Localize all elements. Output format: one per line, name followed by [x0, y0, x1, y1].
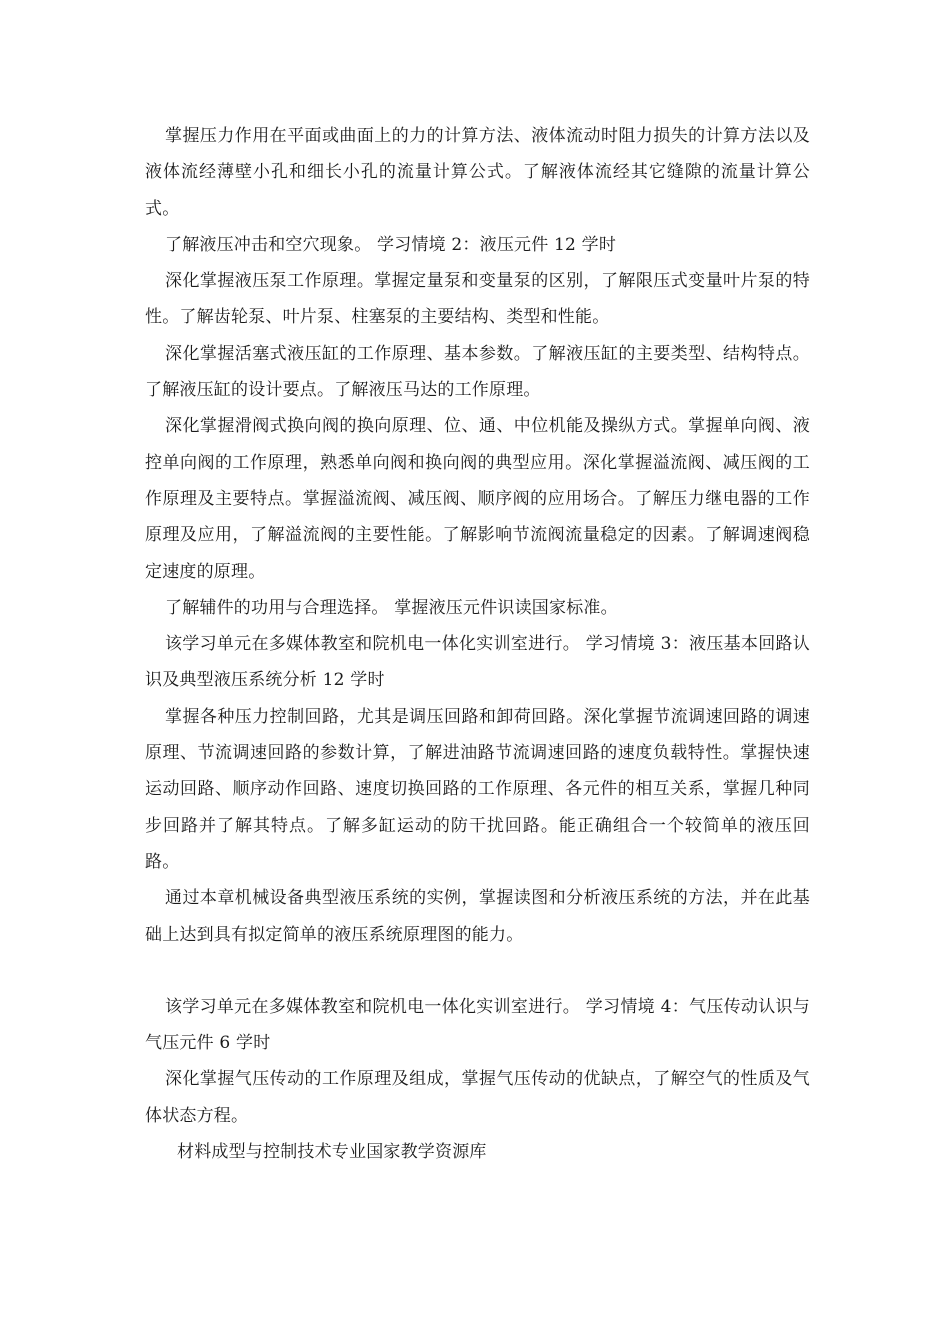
document-footer: 材料成型与控制技术专业国家教学资源库	[177, 1142, 487, 1163]
paragraph-control-circuits: 掌握各种压力控制回路，尤其是调压回路和卸荷回路。深化掌握节流调速回路的调速原理、节流调速回路的参数计算，了解进油路节流调速回路的速度负载特性。掌握快速运动回路、顺序动作回路、速度切换回路的工作原理、各元件的相互关系，掌握几种同步回路并了解其特点。了解多缸运动的防干扰回路。能正确组合一个较简单的液压回路。	[145, 706, 810, 872]
paragraph-hydraulic-shock: 了解液压冲击和空穴现象。 学习情境 2：液压元件 12 学时	[165, 234, 617, 255]
document-body	[145, 118, 810, 1170]
paragraph-valves: 深化掌握滑阀式换向阀的换向原理、位、通、中位机能及操纵方式。掌握单向阀、液控单向阀的工作原理，熟悉单向阀和换向阀的典型应用。深化掌握溢流阀、减压阀的工作原理及主要特点。掌握溢流阀、减压阀、顺序阀的应用场合。了解压力继电器的工作原理及应用，了解溢流阀的主要性能。了解影响节流阀流量稳定的因素。了解调速阀稳定速度的原理。	[145, 416, 810, 582]
paragraph-learning-situation-3: 该学习单元在多媒体教室和院机电一体化实训室进行。 学习情境 3：液压基本回路认识及典型液压系统分析 12 学时	[145, 634, 810, 691]
paragraph-learning-situation-4: 该学习单元在多媒体教室和院机电一体化实训室进行。 学习情境 4：气压传动认识与气压元件 6 学时	[145, 996, 810, 1054]
paragraph-pressure-calculation: 掌握压力作用在平面或曲面上的力的计算方法、液体流动时阻力损失的计算方法以及液体流经薄壁小孔和细长小孔的流量计算公式。了解液体流经其它缝隙的流量计算公式。	[145, 126, 810, 219]
paragraph-hydraulic-pump: 深化掌握液压泵工作原理。掌握定量泵和变量泵的区别，了解限压式变量叶片泵的特性。了解齿轮泵、叶片泵、柱塞泵的主要结构、类型和性能。	[145, 271, 810, 328]
paragraph-hydraulic-cylinder: 深化掌握活塞式液压缸的工作原理、基本参数。了解液压缸的主要类型、结构特点。了解液压缸的设计要点。了解液压马达的工作原理。	[145, 343, 810, 401]
paragraph-gap	[145, 953, 810, 989]
paragraph-accessories: 了解辅件的功用与合理选择。 掌握液压元件识读国家标准。	[165, 597, 618, 618]
paragraph-pneumatic-principle: 深化掌握气压传动的工作原理及组成，掌握气压传动的优缺点，了解空气的性质及气体状态方程。	[145, 1069, 810, 1126]
paragraph-typical-systems: 通过本章机械设备典型液压系统的实例，掌握读图和分析液压系统的方法，并在此基础上达到具有拟定简单的液压系统原理图的能力。	[145, 888, 810, 945]
